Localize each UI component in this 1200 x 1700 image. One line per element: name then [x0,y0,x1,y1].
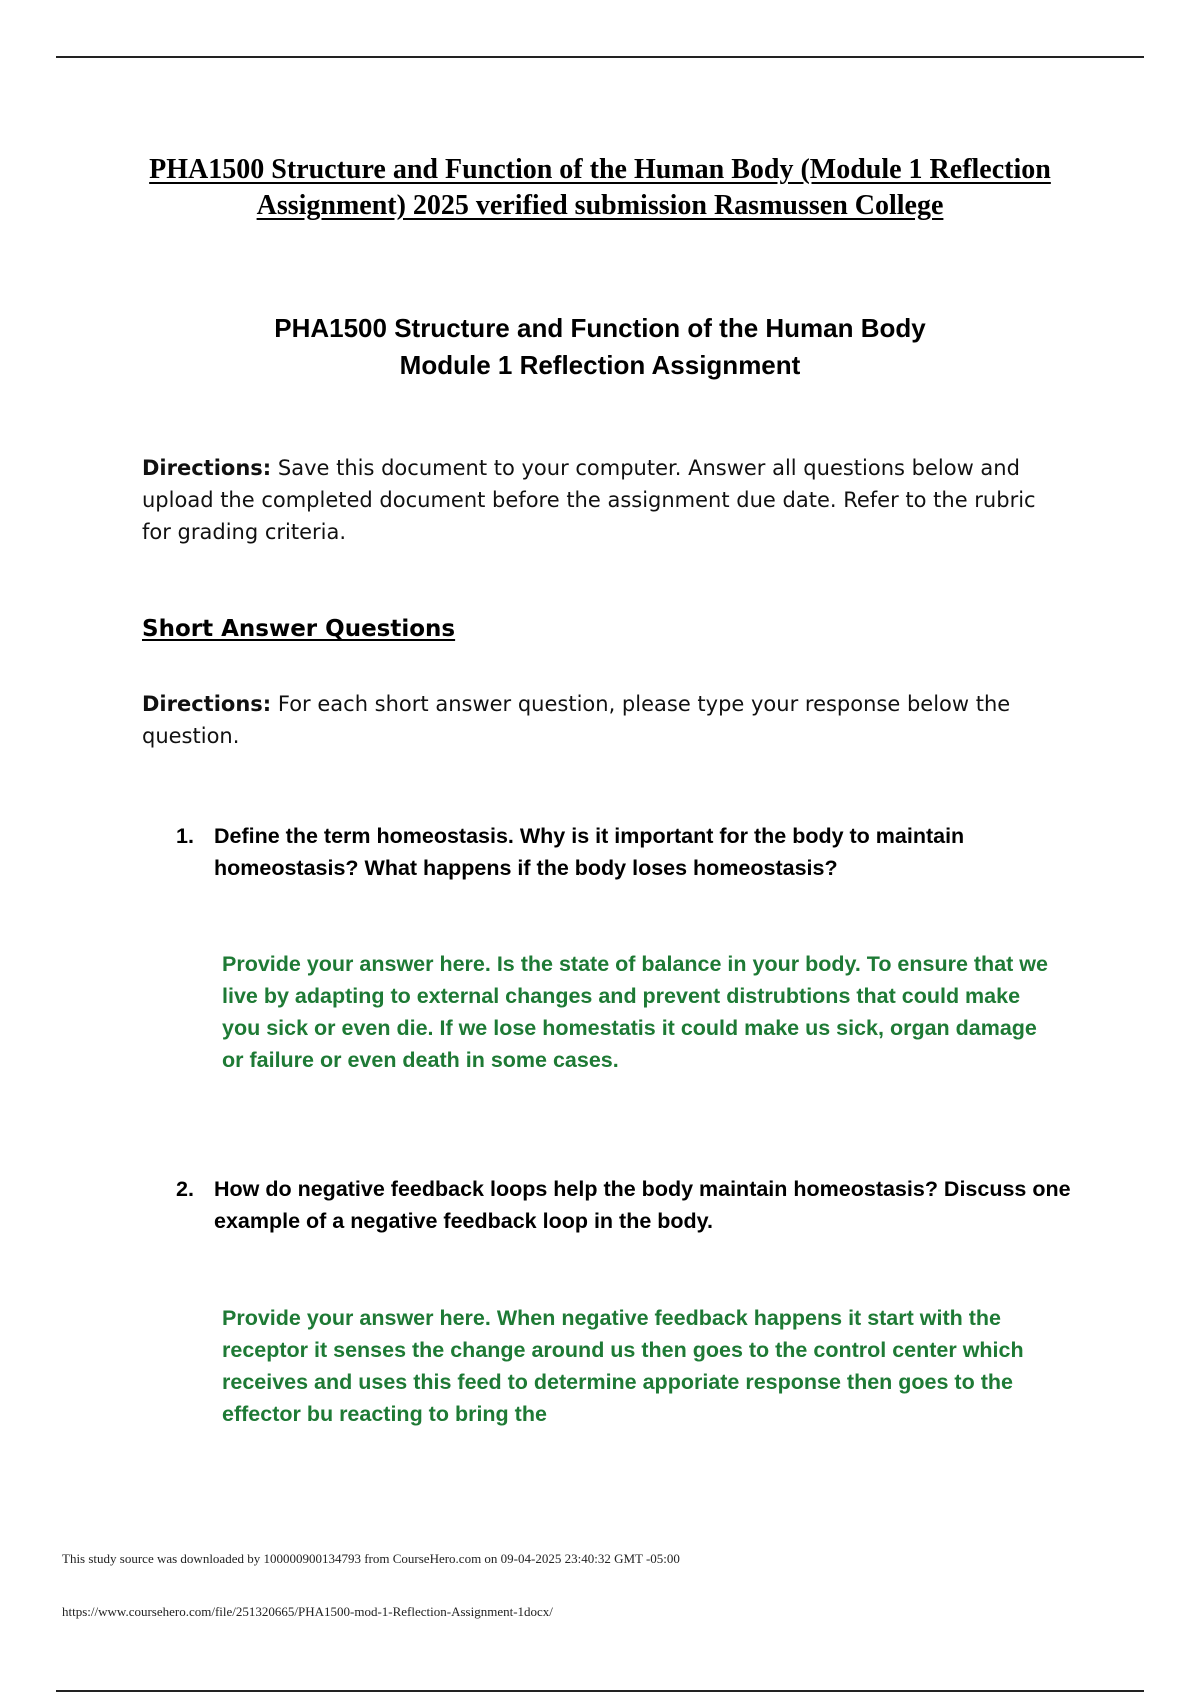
directions-text: Save this document to your computer. Answer all questions below and upload the completed document before the assignment due date. Refer to the rubric for grading criteria. [142,456,1036,544]
short-answer-directions-text: For each short answer question, please type your response below the question. [142,692,1011,748]
bottom-rule [56,1690,1144,1692]
question-text: How do negative feedback loops help the body maintain homeostasis? Discuss one example of a negative feedback loop in the body. [214,1177,1071,1233]
assignment-heading [100,310,1100,384]
question-1 [176,820,1076,884]
source-url: https://www.coursehero.com/file/251320665/PHA1500-mod-1-Reflection-Assignment-1docx/ [62,1604,553,1619]
heading-module-line: Module 1 Reflection Assignment [399,350,801,380]
short-answer-directions [142,688,1062,752]
question-number: 1. [176,824,194,848]
question-number: 2. [176,1177,194,1201]
download-note: This study source was downloaded by 100000900134793 from CourseHero.com on 09-04-2025 23:40:32 GMT -05:00 [62,1551,680,1566]
section-title: Short Answer Questions [142,616,456,642]
top-rule [56,56,1144,58]
short-answer-directions-label: Directions: [142,692,272,716]
question-2 [176,1173,1076,1237]
heading-course-line: PHA1500 Structure and Function of the Human Body [274,313,926,343]
directions-paragraph [142,452,1062,548]
answer-2: Provide your answer here. When negative feedback happens it start with the receptor it senses the change around us then goes to the control center which receives and uses this feed to determine apporiate response then goes to the effector bu reacting to bring the [222,1306,1024,1426]
question-text: Define the term homeostasis. Why is it important for the body to maintain homeostasis? What happens if the body loses homeostasis? [214,824,965,880]
answer-1: Provide your answer here. Is the state of balance in your body. To ensure that we live by adapting to external changes and prevent distrubtions that could make you sick or even die. If we lose homestatis it could make us sick, organ damage or failure or even death in some cases. [222,952,1048,1072]
directions-label: Directions: [142,456,272,480]
document-title: PHA1500 Structure and Function of the Human Body (Module 1 Reflection Assignment) 2025 verified submission Rasmussen College [149,154,1051,221]
